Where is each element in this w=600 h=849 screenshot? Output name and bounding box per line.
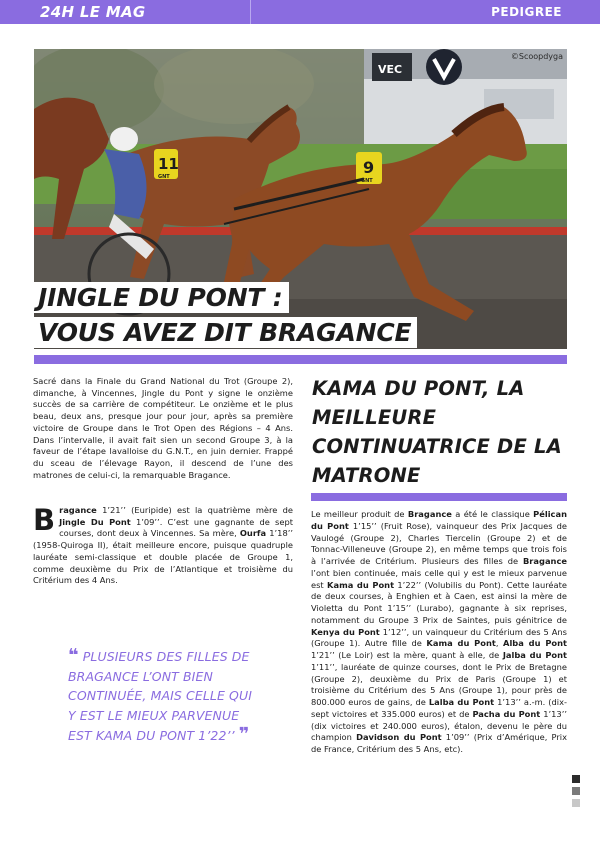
bib-11-number: 11	[158, 155, 179, 173]
bib-11-sponsor: GNT	[158, 174, 170, 180]
header-bar	[0, 0, 600, 24]
banner-text: VEC	[378, 63, 403, 76]
page-markers	[572, 775, 580, 811]
headline-rule	[34, 355, 567, 364]
subheading-rule	[311, 493, 567, 501]
page-marker-light	[572, 799, 580, 807]
page-marker-mid	[572, 787, 580, 795]
name-jingle-du-pont: Jingle Du Pont	[59, 516, 131, 527]
magazine-brand: 24H LE MAG	[40, 3, 146, 21]
name-ourfa: Ourfa	[239, 528, 267, 539]
headline-line-2: VOUS AVEZ DIT BRAGANCE	[34, 317, 417, 348]
section-label: PEDIGREE	[491, 5, 562, 19]
photo-credit: ©Scoopdyga	[510, 52, 563, 61]
right-body-paragraph: Le meilleur produit de Bragance a été le classique Pélican du Pont 1’15’’ (Fruit Rose), vainqueur des Prix Jacques de Vaulogé (Groupe 2), Charles Tiercelin (Groupe 2) et de Tonnac-Villeneuve (Groupe 2), en même temps que trois fois à l’arrivée de Critérium. Plusieurs des filles de Bragance l’ont bien continuée, mais celle qui y est le mieux parvenue est Kama du Pont 1’22’’ (Volubilis du Pont). Cette lauréate de deux courses, à Enghien et à Caen, est ainsi la mère de Violetta du Pont 1’15’’ (Lurabo), gagnante à six reprises, notamment du Groupe 3 Prix de Saintes, puis génitrice de Kenya du Pont 1’12’’, un vainqueur du Critérium des 5 Ans (Groupe 1). Autre fille de Kama du Pont, Alba du Pont 1’21’’ (Le Loir) est la mère, quant à elle, de Jalba du Pont 1’11’’, lauréate de quinze courses, dont le Prix de Bretagne (Groupe 2), deuxième du Prix de Paris (Groupe 1) et troisième du Critérium des 5 Ans (Groupe 1), pour près de 800.000 euros de gains, de Lalba du Pont 1’13’’ a.-m. (dix-sept victoires et 335.000 euros) et de Pacha du Pont 1’13’’ (dix victoires et 240.000 euros), étalon, devenu le père du champion Davidson du Pont 1’09’’ (Prix d’Amérique, Prix de France, Critérium des 5 Ans, etc).	[311, 509, 568, 754]
quote-open-icon: ❝	[68, 645, 79, 666]
bib-9-sponsor: GNT	[361, 178, 373, 184]
lead-paragraph: Sacré dans la Finale du Grand National du Trot (Groupe 2), dimanche, à Vincennes, Jingle du Pont y signe le onzième succès de sa carrière de compétiteur. Le onzième et le plus beau, deux ans, presque jour pour jour, après sa première victoire de Groupe dans le Trot Open des Régions – 4 Ans. Dans l’intervalle, il avait fait sien un second Groupe 3, à la faveur de l’étape lavalloise du G.N.T., en juin dernier. Frappé du sceau de l’élevage Rayon, il descend de l’une des matrones de celui-ci, la remarquable Bragance.	[33, 376, 293, 480]
header-divider	[250, 0, 251, 24]
headline-line-1: JINGLE DU PONT :	[34, 282, 289, 313]
drop-cap: B	[33, 503, 56, 537]
section-subheading: KAMA DU PONT, LA MEILLEURE CONTINUATRICE DE LA MATRONE	[312, 377, 562, 487]
pull-quote-text: PLUSIEURS DES FILLES DE BRAGANCE L’ONT BIEN CONTINUÉE, MAIS CELLE QUI Y EST LE MIEUX PARVENUE EST KAMA DU PONT 1’22’’	[68, 649, 253, 743]
bib-9-number: 9	[363, 158, 375, 177]
name-bragance: ragance	[59, 505, 97, 515]
page-marker-dark	[572, 775, 580, 783]
quote-close-icon: ❞	[238, 724, 250, 745]
left-body-paragraph: Bragance 1’21’’ (Euripide) est la quatrième mère de Jingle Du Pont 1’09’’. C’est une gagnante de sept courses, dont deux à Vincennes. Sa mère, Ourfa 1’18’’ (1958-Quiroga II), était meilleure encore, puisque quadruple lauréate semi-classique et double placée de Groupe 1, comme deuxième du Prix de l’Atlantique et troisième du Critérium des 4 Ans.	[33, 503, 293, 586]
pull-quote	[68, 646, 263, 746]
